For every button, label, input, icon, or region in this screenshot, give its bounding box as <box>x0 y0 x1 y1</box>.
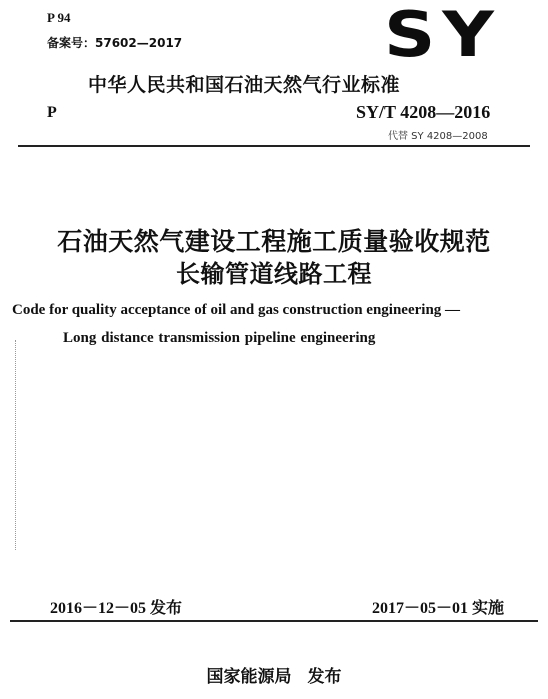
english-title-line2: Long distance transmission pipeline engineering <box>63 330 376 346</box>
ics-code: P 94 <box>47 10 71 25</box>
issuing-authority: 国家能源局 发布 <box>206 667 342 687</box>
filing-number: 备案号：57602—2017 <box>47 36 183 50</box>
standard-number: SY/T 4208—2016 <box>356 102 491 122</box>
english-title-line1: Code for quality acceptance of oil and gas construction engineering — <box>12 302 461 318</box>
implementation-date: 2017－05－01 实施 <box>372 600 505 617</box>
sy-logo: SY <box>384 0 501 71</box>
chinese-title-line2: 长输管道线路工程 <box>176 260 372 288</box>
binding-edge-marks <box>15 340 18 550</box>
category-code: P <box>47 104 57 121</box>
replaces-note: 代替 SY 4208—2008 <box>388 131 488 142</box>
footer-divider <box>10 620 538 622</box>
organization-standard-name: 中华人民共和国石油天然气行业标准 <box>88 74 401 96</box>
header-divider <box>18 145 530 147</box>
issue-date: 2016－12－05 发布 <box>50 600 183 617</box>
chinese-title-line1: 石油天然气建设工程施工质量验收规范 <box>57 227 491 256</box>
